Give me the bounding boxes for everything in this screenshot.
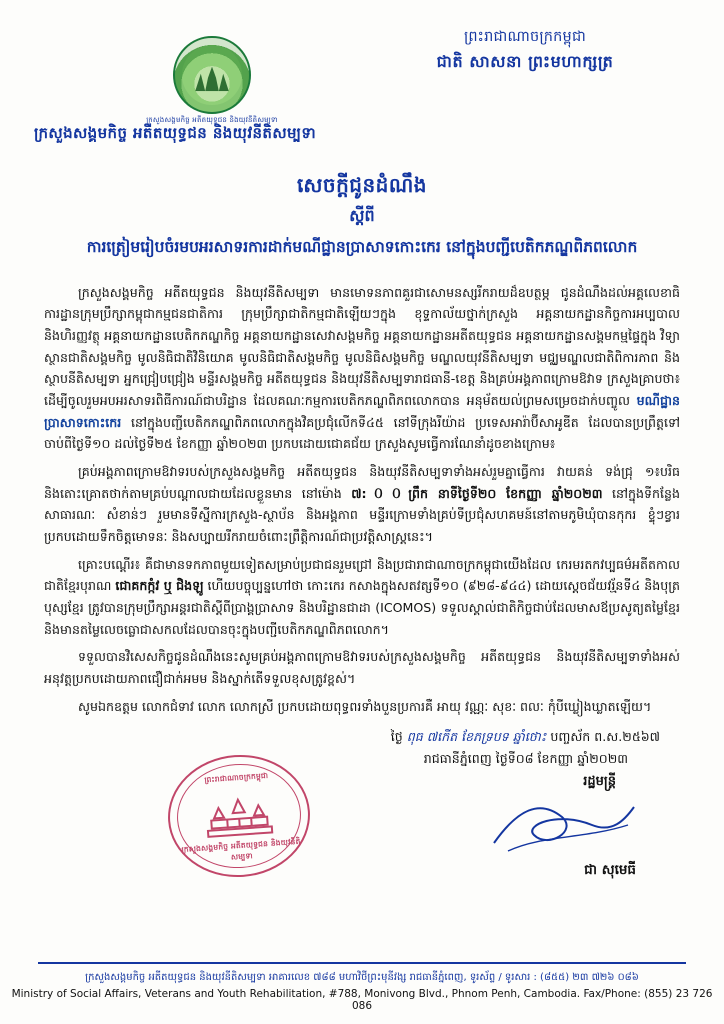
national-motto-line1: ព្រះរាជាណាចក្រកម្ពុជា bbox=[464, 29, 586, 45]
document-type: សេចក្តីជូនដំណឹង bbox=[297, 173, 427, 197]
paragraph-1-tail: នៅក្នុងបញ្ជីបេតិកភណ្ឌពិភពលោកក្នុងវិគប្រជុំលើកទី៤៥ នៅទីក្រុងរីយ៉ាដ ប្រទេសអារ៉ាប៊ីសាអូឌីត ដែលបានប្រព្រឹត្តទៅចាប់ពីថ្ងៃទី១០ ដល់ថ្ងៃទី២៥ ខែកញ្ញា ឆ្នាំ២០២៣ ប្រកបដោយជោគជ័យ ក្រសួងសូមធ្វើការណែនាំដូចខាងក្រោម៖ bbox=[44, 414, 680, 452]
paragraph-4: ទទួលបានវិសេសកិច្ចជូនដំណឹងនេះសូមគ្រប់អង្គភាពក្រោមឱវាទរបស់ក្រសួងសង្គមកិច្ច អតីតយុទ្ធជន និងយុវនីតិសម្បទាទាំងអស់អនុវត្តប្រកបដោយភាពជឿជាក់អមម និងស្នាក់តើទទួលខុសត្រូវខ្ពស់។ bbox=[44, 649, 680, 686]
document-footer bbox=[0, 962, 724, 1012]
event-time-highlight: ៧:００ព្រឹក នាទីថ្ងៃទី២០ ខែកញ្ញា ឆ្នាំ២០២៣ bbox=[351, 485, 603, 501]
paragraph-2-tail: នៅក្នុងទីកន្លែងសាធារណៈ សំខាន់ៗ រួមមានទីស្នីការក្រសួង-ស្ថាប័ន និងអង្គភាព មន្ទីរក្រោមទាំងគ្រប់ទីប្រជុំសហគមន៍នៅតាមភូមិឃុំបានកុករ ខ្ទុំៗខ្វារ ប្រកបដោយទឹកចិត្តមោទនៈ និងសប្បាយរីករាយចំពោះព្រឹត្តិការណ៍ជាប្រវត្តិសាស្ត្រនេះ។ bbox=[44, 485, 680, 545]
national-motto bbox=[380, 26, 670, 75]
site-name-highlight: មណីជ្ឋានប្រាសាទកោះកេរ bbox=[44, 393, 680, 430]
emblem-caption: ក្រសួងសង្គមកិច្ច អតីតយុទ្ធជន និងយុវនីតិសម្បទា bbox=[146, 116, 278, 124]
date-line-gregorian: រាជធានីភ្នំពេញ ថ្ងៃទី០៨ ខែកញ្ញា ឆ្នាំ២០២៣ bbox=[423, 751, 628, 767]
emblem-icon bbox=[173, 36, 251, 114]
king-name-highlight: ជោគកក្កំវ ឬ ជិងឡូ bbox=[115, 578, 204, 594]
paragraph-1 bbox=[44, 282, 680, 455]
paragraph-3-tail: ហើយបច្ចុប្បន្នហៅថា កោះកេរ កសាងក្នុងសតវត្សទី១០ (៩២៨-៩៤៤) ដោយស្តេចជ័យវរ្ម័នទី៤ និងបុត្របុស្សខ្មែរ ត្រូវបានក្រុមប្រឹក្សាអន្តរជាតិស្តីពីប្រាង្គប្រាសាទ និងបរិដ្ឋានជាដា (ICOMOS) ទទួលស្គាល់ជាតិកិច្ចជាប់ដែលមាសឪប្រសូត្យតម្លៃខ្មែរ និងមានតម្លៃលេចធ្លោជាសកលដែលបានចុះក្នុងបញ្ជីបេតិកភណ្ឌពិភពលោក។ bbox=[44, 578, 680, 637]
handwritten-signature bbox=[488, 791, 638, 861]
national-motto-line2: ជាតិ សាសនា ព្រះមហាក្សត្រ bbox=[436, 52, 614, 72]
paragraph-2-text: គ្រប់អង្គភាពក្រោមឱវាទរបស់ក្រសួងសង្គមកិច្ច អតីតយុទ្ធជន និងយុវនីតិសម្បទាទាំងអស់រួមគ្នាធ្វើការ វាយគន់ ទង់ជ្រុ ១៖បរិធ និងតោះគ្រោតថាក់តាមគ្រប់បណ្តាលជាយដែលខ្លួនមាន នៅម៉ោង bbox=[44, 464, 680, 501]
title-block bbox=[0, 172, 724, 260]
document-subtitle: ស្តីពី bbox=[349, 206, 375, 225]
date-handwritten: ពុធ ៧កើត ខែភទ្របទ ឆ្នាំថោះ bbox=[406, 729, 547, 745]
date-suffix: បញ្ចស័ក ព.ស.២៥៦៧ bbox=[550, 729, 660, 745]
date-prefix: ថ្ងៃ bbox=[390, 729, 403, 745]
temple-icon bbox=[202, 794, 277, 841]
minister-label: រដ្ឋមន្ត្រី bbox=[583, 774, 616, 790]
ministry-emblem bbox=[128, 36, 296, 126]
ministry-name: ក្រសួងសង្គមកិច្ច អតីតយុទ្ធជន និងយុវនីតិសម្បទា bbox=[34, 124, 317, 142]
stamp-top-text: ព្រះរាជាណាចក្រកម្ពុជា bbox=[204, 771, 269, 785]
document-header bbox=[0, 0, 724, 152]
stamp-bottom-text: ក្រសួងសង្គមកិច្ច អតីតយុទ្ធជន និងយុវនីតិសម្បទា bbox=[181, 837, 301, 862]
emblem-ring bbox=[175, 38, 249, 112]
official-stamp bbox=[164, 750, 314, 882]
paragraph-5: សូមឯកឧត្តម លោកជំទាវ លោក លោកស្រី ប្រកបដោយពុទ្ធពរទាំងបួនប្រការគឺ អាយុ វណ្ណៈ សុខៈ ពលៈ កុំបីឃ្លៀងឃ្លាតឡើយ។ bbox=[78, 698, 652, 714]
footer-english-address: Ministry of Social Affairs, Veterans and Youth Rehabilitation, #788, Monivong Blvd., Phnom Penh, Cambodia. Fax/Phone: (855) 23 726 086 bbox=[11, 988, 713, 1012]
signer-name: ជា សុមេធី bbox=[584, 862, 636, 879]
paragraph-2 bbox=[44, 461, 680, 548]
footer-khmer-address: ក្រសួងសង្គមកិច្ច អតីតយុទ្ធជន និងយុវនីតិសម្បទា អាគារលេខ ៧៨៨ មហាវិថីព្រះមុនីវង្ស រាជធានីភ្នំពេញ, ទូរស័ព្ទ / ទូរសារ : (៨៥៥) ២៣ ៧២៦ ០៨៦ bbox=[85, 972, 639, 983]
document-topic: ការត្រៀមរៀបចំរមបអរសាទរការដាក់មណីជ្ឋានប្រាសាទកោះកេរ នៅក្នុងបញ្ជីបេតិកភណ្ឌពិភពលោក bbox=[86, 238, 638, 256]
date-line bbox=[391, 729, 660, 748]
paragraph-3 bbox=[44, 554, 680, 641]
document-body bbox=[44, 282, 680, 717]
paragraph-3-text: គ្រោះបណ្តើរ៖ គឺជាមានទកភាពមួយទៀតសម្រាប់ប្រជាជនរួមជ្រៅ និងប្រជារាជាណាចក្រកម្ពុជាយើងដែល កេរមរតកវប្បធម៌អតីតកាលជាតិខ្មែរបុរាណ bbox=[44, 556, 680, 594]
signature-area bbox=[0, 729, 724, 889]
paragraph-1-text: ក្រសួងសង្គមកិច្ច អតីតយុទ្ធជន និងយុវនីតិសម្បទា មានមោទនភាពគួរជាសោមនស្សរីករាយដ៏ឧបត្ថម្ភ ជូនដំណឹងដល់អគ្គលេខាធិការដ្ឋានក្រុមប្រឹក្សាកម្ពុជាកម្មជនជាតិការ ក្រុមប្រឹក្សាជាតិកម្មជាតិឡើយៗក្នុង ខុទ្ទកាល័យថ្នាក់ក្រសួង អគ្គនាយកដ្ឋានកិច្ចការអប្បបាលនិងហិរញ្ញវត្ថុ អគ្គនាយកដ្ឋានបេតិកភណ្ឌកិច្ច អគ្គនាយកដ្ឋានសេវាសង្គមកិច្ច អគ្គនាយកដ្ឋានអតីតយុទ្ធជន អគ្គនាយកដ្ឋានសង្គមកម្មផ្ទៃក្នុង វិទ្យាស្ថានជាតិសង្គមកិច្ច មូលនិធិជាតិវិនិយោគ មូលនិធិជាតិសង្គមកិច្ច មូលនិធិសង្គមកិច្ច មណ្ឌលយុវនីតិសម្បទា មជ្ឈមណ្ឌលជាតិពិការភាព និងស្ថាបនីតិសម្បទា អ្នកជ្រៀបជ្រៀង មន្ទីរសង្គមកិច្ច អតីតយុទ្ធជន និងយុវនីតិសម្បទារាជធានី-ខេត្ត និងគ្រប់អង្គភាពក្រោមឱវាទ ក្រសួងគ្រាបថា៖ ដើម្បីចូលរួមអបអរសាទរពិធីការណ៍ជាបរិដ្ឋាន ដែលគណៈកម្មការបេតិកភណ្ឌពិភពលោកបាន អនុម័តយល់ព្រមសម្រេចដាក់បញ្ចូល bbox=[44, 284, 680, 409]
footer-divider bbox=[38, 962, 686, 964]
